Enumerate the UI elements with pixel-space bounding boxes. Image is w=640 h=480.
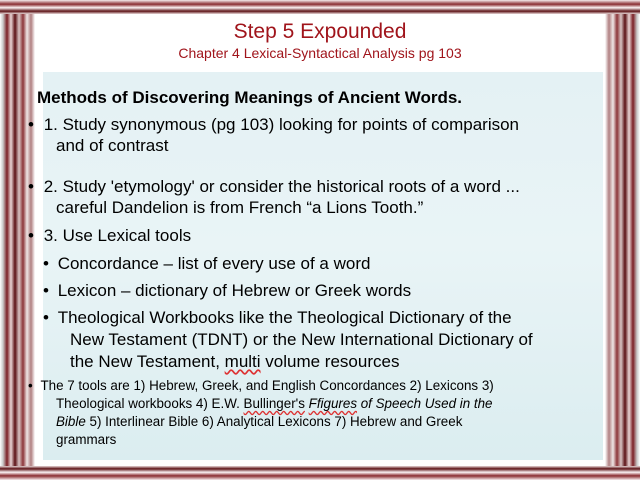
note-line: grammars <box>56 432 117 447</box>
sub-list-item-text: Concordance – list of every use of a word <box>57 254 371 273</box>
sub-list-item-text: Lexicon – dictionary of Hebrew or Greek words <box>57 281 412 300</box>
bottom-frame-band <box>0 466 640 480</box>
slide-subtitle: Chapter 4 Lexical-Syntactical Analysis pg 103 <box>178 45 462 61</box>
list-item <box>28 176 520 197</box>
note-line <box>56 413 462 430</box>
bullet: • <box>43 281 49 300</box>
sub-list-item-continuation <box>70 351 399 372</box>
sub-list-item <box>43 307 512 328</box>
spellcheck-word: Ffigures <box>308 396 358 411</box>
note-text: Theological workbooks 4) E.W. <box>56 396 244 411</box>
bullet: • <box>28 378 33 393</box>
bullet: • <box>43 254 49 273</box>
list-item-text: 2. Study 'etymology' or consider the historical roots of a word ... <box>43 177 520 196</box>
sub-list-item <box>43 280 411 301</box>
section-heading: Methods of Discovering Meanings of Ancient Words. <box>37 88 463 107</box>
list-item <box>28 114 519 135</box>
sub-list-item-continuation: New Testament (TDNT) or the New International Dictionary of <box>70 330 533 349</box>
note-text: 5) Interlinear Bible 6) Analytical Lexicons 7) Hebrew and Greek <box>85 414 463 429</box>
slide-content <box>28 14 605 466</box>
list-item <box>28 225 191 246</box>
spellcheck-word: Bullinger's <box>243 396 305 411</box>
note-text: Bible <box>56 414 86 429</box>
list-item-continuation: and of contrast <box>56 136 169 155</box>
note-text: of Speech Used in the <box>357 396 493 411</box>
slide <box>28 14 605 466</box>
text-segment: the New Testament, <box>70 352 225 371</box>
note-line <box>28 377 494 394</box>
note-text: The 7 tools are 1) Hebrew, Greek, and English Concordances 2) Lexicons 3) <box>40 378 494 393</box>
list-item-text: 1. Study synonymous (pg 103) looking for points of comparison <box>43 115 519 134</box>
sub-list-item-text: Theological Workbooks like the Theological Dictionary of the <box>57 308 512 327</box>
text-segment: volume resources <box>260 352 400 371</box>
spellcheck-word: multi <box>224 352 261 371</box>
bullet: • <box>28 115 34 134</box>
list-item-text: 3. Use Lexical tools <box>43 226 192 245</box>
sub-list-item <box>43 253 370 274</box>
bullet: • <box>28 226 34 245</box>
bullet: • <box>43 308 49 327</box>
bullet: • <box>28 177 34 196</box>
slide-title: Step 5 Expounded <box>233 20 407 43</box>
top-frame-band <box>0 0 640 14</box>
list-item-continuation: careful Dandelion is from French “a Lions Tooth.” <box>56 198 424 217</box>
note-line <box>56 395 493 412</box>
